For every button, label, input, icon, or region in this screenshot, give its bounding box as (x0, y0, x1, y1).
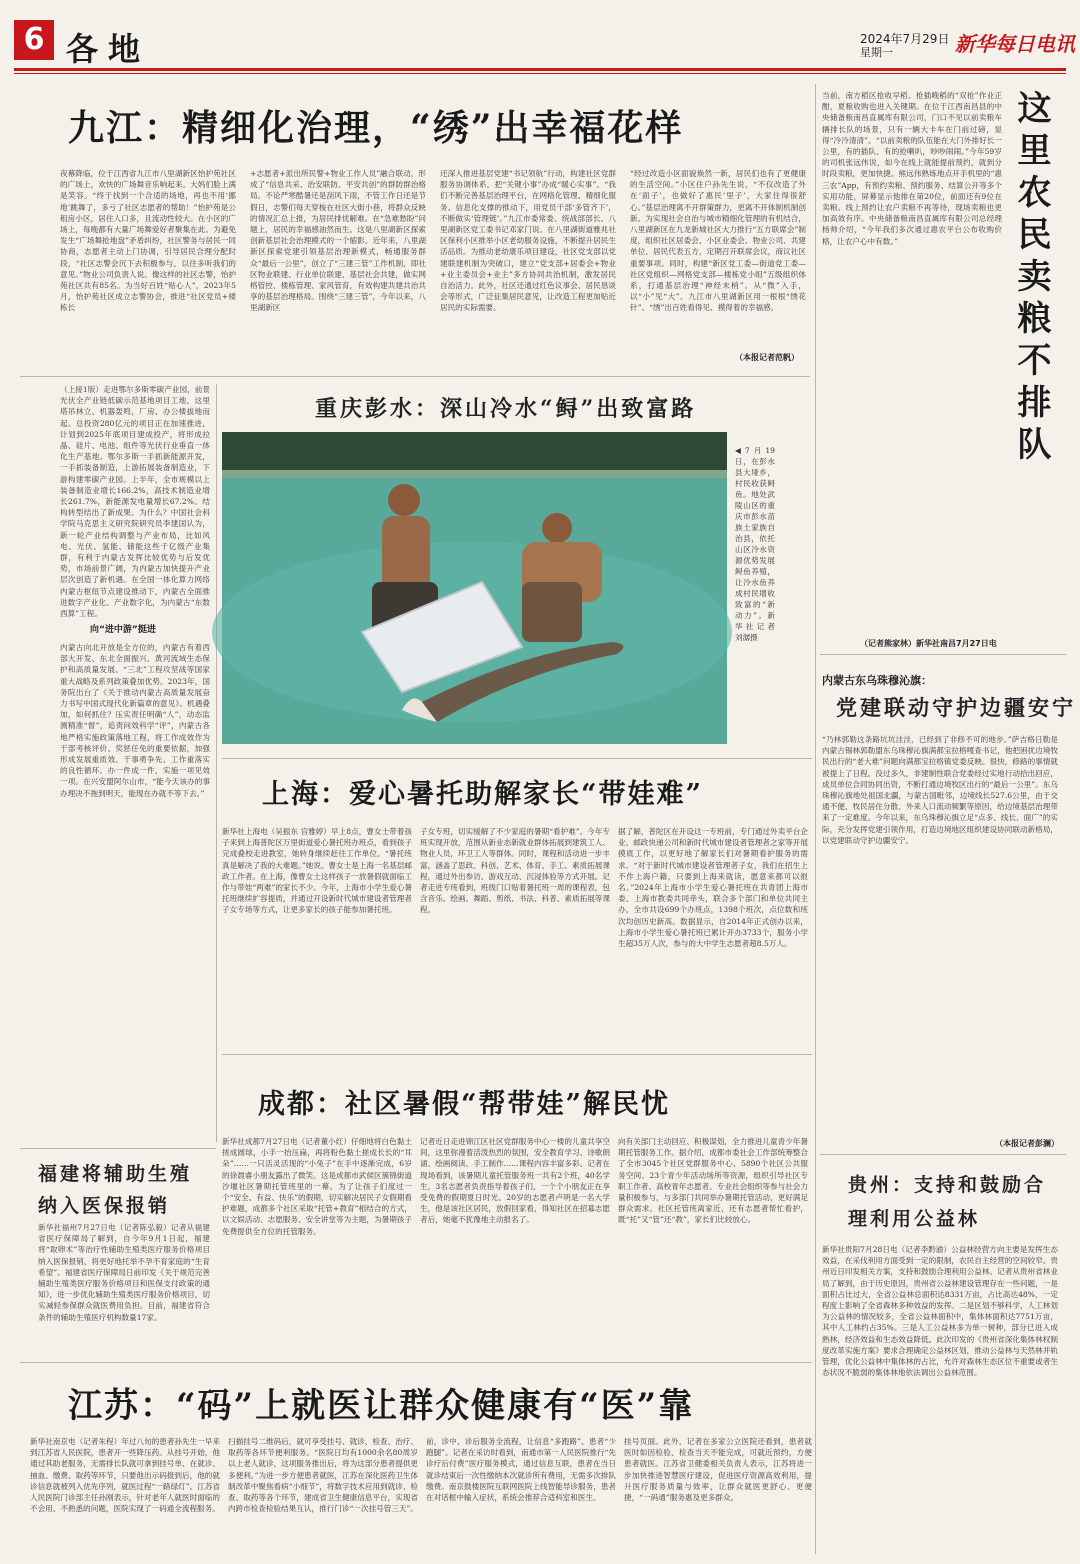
border-kicker: 内蒙古东乌珠穆沁旗： (822, 674, 932, 687)
issue-weekday: 星期一 (860, 46, 893, 59)
neimenggu-cont-col-2: 内蒙古向北开放是全方位的，内蒙古有着西部大开发、东北全面振兴、黄河流域生态保护和高质量发展、“三北”工程攻坚战等国家重大战略及系列政策叠加优势。2023年，国务院出台了《关于推动内蒙古高质量发展奋力书写中国式现代化新篇章的意见》。机遇叠加，如何抓住？压实责任明确“人”，动态监测精准“督”，追责问效科学“评”，内蒙古各地严格实施政策落地工程，将工作成效作为干部考核评价、奖惩任免的重要依据，加强形成发展重质效、干事勇争先、工作重落实的良性循环。办一件成一件，实施一项见效一项。在兴安盟阿尔山市，“能今天该办的事办理决不拖到明天，能现在办就不等下去。” (60, 643, 210, 798)
divider (216, 384, 217, 1142)
chongqing-headline: 重庆彭水：深山冷水“鲟”出致富路 (315, 396, 697, 422)
jiangsu-col-1: 新华社南京电（记者朱程）年过八旬的患者孙先生一早来到江苏省人民医院，患者开一些降压药。从挂号开始，他通过其助老服务，无需排长队就可拿到挂号单、在就诊、抽血、缴费、取药等环节，只要他出示码报到后，他的就诊信息就被列入优先序列，就医过程“一路绿灯”。江苏省人民医院门诊部主任孙刚表示，针对老年人就医时面临的不会用、不熟悉的问题，医院实现了一码通全流程服务。 (30, 1437, 221, 1514)
chengdu-headline: 成都：社区暑假“帮带娃”解民忧 (258, 1089, 671, 1120)
photo-caption: ◀7月19日，在彭水县大垭乡，村民收获鲟鱼。地处武陵山区的重庆市彭水苗族土家族自治县，依托山区冷水资源优势发展鲟鱼养殖，让冷水鱼养成村民增收致富的“新动力”。新华社记者 刘潺摄 (735, 446, 775, 642)
jiujiang-byline: （本报记者范帆） (735, 353, 799, 362)
divider (20, 1148, 216, 1149)
jiangsu-col-4: 挂号页面。此外，记者在多家公立医院还看到，患者就医时如因检验、检查当天不能完成，可就近预约，方便患者就医。江苏省卫健委相关负责人表示，江苏将进一步加快推进智慧医疗建设，促进医疗资源高效利用，提升医疗服务质量与效率，让群众就医更舒心、更便捷，“一码通”服务惠及更多群众。 (624, 1437, 812, 1503)
border-headline: 党建联动守护边疆安宁 (836, 695, 1076, 720)
issue-date: 2024年7月29日 (860, 32, 950, 46)
masthead-rule-thin (14, 73, 1066, 74)
jiangsu-col-3: 前，诊中、诊后服务全流程，让信息“多跑路”、患者“少跑腿”。记者在采访时看到，南通市第一人民医院推行“先诊疗后付费”医疗服务模式，通过信息互联，患者在当日就诊结束后一次性缴纳本次就诊所有费用，无需多次排队缴费。南京鼓楼医院互联网医院上线智能导诊服务，患者在对话框中输入症状，系统会推荐合适科室和医生。 (426, 1437, 617, 1503)
divider (815, 84, 816, 1554)
neimenggu-subhead: 向“进中游”挺进 (90, 625, 156, 635)
guizhou-headline: 贵州：支持和鼓励合理利用公益林 (848, 1174, 1047, 1230)
neimenggu-cont-col-1: （上接1版）走进鄂尔多斯零碳产业园，前景光伏全产业链低碳示范基地项目工地，这里塔吊林立、机器轰鸣，厂房、办公楼拔地而起。总投资280亿元的项目正在加速推进，计划到2025年底项目建成投产，将形成拉晶、硅片、电池、组件等光伏行业垂直一体化生产基地。鄂尔多斯一手抓新能源开发，一手抓装备制造，上游拓展装备制造业，下游构建零碳产业园。上半年，全市规模以上装备制造业增长166.2%，高技术制造业增长261.7%，新能源发电量增长67.2%。结构转型结出了新成果。为什么？中国社会科学院马克思主义研究院研究员李建国认为，新一轮产业结构调整与产业布局，比如风电、光伏、氢能、储能这些千亿级产业集群，有利于内蒙古发挥比较优势与后发优势，市场前景广阔，为内蒙古加快提升产业层次创造了新机遇。在全国一体化算力网络内蒙古枢纽节点建设推动下，内蒙古全面推进数字产业化、产业数字化，为内蒙古“东数西算”工程。 (60, 385, 210, 619)
jiujiang-col-1: 夜幕降临，位于江西省九江市八里湖新区怡护苑社区的广场上，欢快的广场舞音乐响起来。大妈们脸上满是笑容。“终于找到一个合适的场地，再也不用‘挪地’跳舞了，多亏了社区志愿者的帮助！”怡护苑是公租房小区，居住人口多，且流动性较大。在小区的广场上，每晚都有大量广场舞爱好者聚集在此。为避免发生“广场舞抢地盘”矛盾纠纷，社区警务与居民一同协商，志愿者主动上门协调，引导居民合理分配时段，“社区志警会沉下去积极参与，以往多听我们的意见。”物业公司负责人说。像这样的社区志警，怡护苑社区共有85名。为当好百姓“贴心人”，2023年5月，怡护苑社区成立志警协会，推进“社区党员+楼栋长 (60, 169, 236, 313)
jiujiang-headline: 九江：精细化治理，“绣”出幸福花样 (68, 107, 684, 149)
divider (222, 1054, 812, 1055)
chengdu-col-1: 新华社成都7月27日电（记者董小红）仔细地将白色黏土搓成圆球，小手一抬压扁，再将粉色黏土搓成长长的“耳朵”……一只活灵活现的“小兔子”在手中逐渐完成，6岁的徐晨睿小朋友露出了微笑。这是成都市武侯区簇锦街道沙堰社区暑期托管班里的一幕。为了让孩子们度过一个“安全、有益、快乐”的假期，切实解决居民子女假期看护难题，成都多个社区采取“托管+教育”相结合的方式，以文娱活动、志愿服务、安全讲堂等为主题，为暑期孩子免费提供全方位的托管服务。 (222, 1137, 413, 1236)
jiangsu-headline: 江苏：“码”上就医让群众健康有“医”靠 (68, 1386, 695, 1426)
shanghai-col-1: 新华社上海电（吴振东 宫雅婷）早上8点，曹女士带着孩子来到上海普陀区万里街道爱心暑托班办班点，看到孩子完成叠校走进教室，她转身继续赶往工作单位。“暑托班真是解决了我的大难题。”她说。曹女士是上海一名基层邮政工作者。在上海，像曹女士这样孩子一放暑假就面临工作与带娃“两难”的家长不少。今年，上海市小学生爱心暑托班继续扩容提质，并通过开设新时代城市建设者管理者子女专场等方式，让更多家长的孩子能参加暑托班。 (222, 827, 413, 915)
jiangsu-col-2: 扫描挂号二维码后，就可享受挂号、就诊、检查、治疗、取药等各环节便利服务。“医院日均有1000余名80周岁以上老人就诊，这项服务推出后，将为这部分患者提供更多便利。”为进一步方便患者就医，江苏在深化医药卫生体制改革中聚焦看病“小细节”，将数字技术应用到就诊、检查、取药等各个环节，建成省卫生健康信息平台，实现省内跨市检查检验结果互认，推行门诊“一次挂号管三天”。 (228, 1437, 419, 1514)
divider (20, 376, 810, 377)
chengdu-col-3: 向有关部门主动回应、积极谋划，全力推进儿童青少年暑期托管服务工作。据介绍，成都市委社会工作部统筹整合了全市3045个社区党群服务中心、5890个社区公共服务空间、23个青少年活动场所等资源，组织引导社区专职工作者、高校青年志愿者、专业社会组织等参与社会力量积极参与，与多部门共同举办暑期托管活动，更好满足群众需求。社区托管班离家近，还有志愿者帮忙看护，既“托”又“管”还“教”，家长们比较放心。 (618, 1137, 808, 1225)
grain-body: 当前，南方稻区抢收早稻、抢插晚稻的“双抢”作业正酣，夏粮收购也进入关键期。在位于江西南昌县的中央储备粮南昌直属库有限公司，门口不见以前卖粮车辆排长队的场景，只有一辆大卡车在门前过磅，显得“冷冷清清”。“以前卖粮的队伍能在大门外排好长一公里，有的插队、有的抢喇叭，吵吵闹闹。”今年59岁的司机张远伟说，如今在线上就能提前预约，就到分时段卖粮，更加快捷。熊远伟熟练地点开手机里的“惠三农”App，有预约卖粮、预约服务、结算公开等多个实用功能，屏幕显示他排在第20位，前面还有9位在卖粮。线上预约让农户卖粮不再等待，现场卖粮也更加高效有序。中央储备粮南昌直属库有限公司总经理杨帅介绍，“今年我们多次通过惠农平台公布收购价格，让农户心中有数。” (822, 91, 1002, 246)
border-byline: （本报记者彭澜） (995, 1139, 1059, 1148)
divider (820, 1154, 1066, 1155)
sturgeon-photo (222, 432, 727, 744)
chengdu-col-2: 记者近日走进锦江区社区党群服务中心一楼的儿童共享空间，这里弥漫着活泼热烈的氛围，安全教育学习、诗歌朗诵、绘画阅读、手工制作……课程内容丰富多彩。记者在现场看到，该暑期儿童托管服务班一共有2个班，40名学生，3名志愿者负责指导着孩子们，一个个小朋友正在享受免费的假期夏日时光。20岁的志愿者卢明是一名大学生，他是该社区居民，放假回家看，得知社区在招募志愿者后，她毫不犹豫地主动报名了。 (420, 1137, 610, 1225)
masthead-rule (14, 68, 1066, 71)
grain-vertical-headline: 这里农民卖粮不排队 (1011, 90, 1051, 468)
page-number: 6 (14, 20, 54, 60)
shanghai-col-3: 据了解，普陀区在开设这一专班前，专门通过外卖平台企业、邮政快递公司和新时代城市建设者管理者之家等开展摸底工作，以更好地了解家长们对暑期看护服务的需求。“对于新时代城市建设者管理者子女，我们在招生上不作上海户籍，只要到上海来就读，愿意来都可以报名。”2024年上海市小学生爱心暑托班在共青团上海市委、上海市教委共同牵头，联合多个部门和单位共同主办，全市共设699个办班点，1398个班次，点位数和班次均创历史新高。数据显示，自2014年正式创办以来，上海市小学生爱心暑托班已累计开办3733个，服务小学生超35万人次，参与的大中学生志愿者超8.5万人。 (618, 827, 808, 949)
divider (20, 1362, 812, 1363)
divider (820, 654, 1066, 655)
jiujiang-col-2: +志愿者+派出所民警+物业工作人员”融合联动，形成了“信息共采、治安联防、平安共创”的群防群治格局。不论严寒酷暑还是刮风下雨，不管工作日还是节假日，志警们每天穿梭在社区大街小巷，将群众反映的情况汇总上报，为居民排忧解难。在“急难愁盼”问题上，居民的幸福感油然而生。这是八里湖新区探索创新基层社会治理模式的一个缩影。近年来，八里湖新区探索党建引领基层治理新模式，畅通服务群众“最后一公里”，创立了“三建三管”工作机制，即社区物业联建、行业单位联建、基层社会共建，做实网格管控、楼栋管理、家风管育，有效构建共建共治共享的基层治理格局。围绕“三建三管”，今年以来，八里湖新区 (250, 169, 426, 313)
section-title: 各地 (66, 30, 151, 68)
fujian-headline: 福建将辅助生殖纳入医保报销 (38, 1163, 193, 1217)
fujian-body: 新华社福州7月27日电（记者陈弘毅）记者从福建省医疗保障局了解到，自今年9月1日起，福建将“取卵术”等治疗性辅助生殖类医疗服务价格项目纳入医保报销，将更好地托举不孕不育家庭的“生育希望”。福建省医疗保障局日前印发《关于规范完善辅助生殖类医疗服务价格项目和医保支付政策的通知》，进一步优化辅助生殖类医疗服务价格项目，切实减轻参保群众就医费用负担。目前，福建省符合条件的辅助生殖医疗机构数量17家。 (38, 1223, 210, 1322)
guizhou-body: 新华社贵阳7月28日电（记者李黔渝）公益林经营方向主要是发挥生态效益，在采伐利用方面受到一定的限制，农民自主经营的空间较窄。贵州近日印发相关方案，支持和鼓励合理利用公益林。记者从贵州省林业局了解到，由于历史原因，贵州省公益林建设管理存在一些问题，一是面积占比过大，全省公益林总面积达8331万亩，占比高达48%，一定程度上影响了全省森林多种效益的发挥。二是区划不够科学，人工林划为公益林的情况较多，全省公益林面积中，集体林面积达7751万亩，其中人工林约占35%。三是人工公益林多为单一树种，部分已进入成熟林，经济效益和生态效益降低。此次印发的《贵州省深化集体林权制度改革实施方案》要求合理确定公益林区划，推动公益林与天然林并轨管理，优化公益林中集体林的占比，允许对森林生态区位不重要或者生态状况不脆弱的集体林地依法调出公益林范围。 (822, 1245, 1058, 1378)
grain-byline: （记者熊家林）新华社南昌7月27日电 (860, 639, 997, 648)
shanghai-headline: 上海：爱心暑托助解家长“带娃难” (262, 779, 704, 810)
jiujiang-col-3: 还深入推进基层党建“书记领航”行动，构建社区党群服务协调体系，把“关键小事”办成“暖心实事”。“我们不断完善基层治理平台，在网格化管理、精细化服务、信息化支撑的推动下，用党员干部‘多管齐下’，不断做实‘管理链’。”九江市委常委、统战部部长、八里湖新区党工委书记邓家门说。在八里湖街道雅兆社区保利小区推举小区老幼服务设施，不断提升居民生活品质。为推动老幼康乐项目建设，社区党支部以党建联建机制为突破口，建立“党支部+居委会+物业+业主委员会+业主”多方协同共治机制，激发居民自治活力。此外，社区还通过红色议事会、居民恳谈会等形式，广泛征集居民意见，让改造工程更加贴近居民的实际需要。 (440, 169, 616, 313)
shanghai-col-2: 子女专班，切实缓解了不少家庭的暑期“看护难”。今年专班实现开放，范围从新业态新就业群体拓展到建筑工人、物业人员，环卫工人等群体。同时，课程和活动进一步丰富，涵盖了思政、科创、艺术、体育、手工、素质拓展课程，通过外出参访、游戏互动、沉浸体验等方式开展。记者走进专班看到，班级门口贴着暑托班一周的课程表，包含音乐、绘画、舞蹈、剪纸、书法、科普、素质拓展等课程。 (420, 827, 611, 915)
border-body: “乃林郭勒这条路坑坑洼洼，已经到了非修不可的地步。”萨吉格日勒是内蒙古锡林郭勒盟东乌珠穆沁旗满都宝拉格嘎查书记，他把困扰边境牧民出行的“老大难”问题向满都宝拉格镇党委反映。很快，修路的事情就被提上了日程。没过多久，非建制性联合党委经过实地行动拾出回应，成员单位合同协同出资，不断打通边境牧区出行的“最后一公里”。东乌珠穆沁旗地处祖国北疆，与蒙古国毗邻，边境线长527.6公里，由于交通不便、牧民居住分散、外来人口流动频繁等原因，给边境基层治理带来了一定难度。今年以来，东乌珠穆沁旗立足“点多、线长、面广”的实际，充分发挥党建引领作用，打造边境地区组织建设协同联动新格局，以党建联动守护边疆安宁。 (822, 735, 1058, 845)
jiujiang-col-4: “经过改造小区面貌焕然一新，居民们也有了更健康的生活空间。”小区住户孙先生说，“不仅改造了外在‘面子’，也做好了惠民‘里子’，大家住得很舒心。”基层治理离不开群策群力，更离不开体制机制创新。为实现社会自治与城市精细化管理的有机结合，八里湖新区在九龙新城社区大力推行“五方联席会”制度，组织社区居委会、小区业委会、物业公司、共建单位、居民代表五方，定期召开联席会议，商议社区重要事项。同时，构建“新区党工委—街道党工委—社区党组织—网格党支部—楼栋党小组”五级组织体系，打通基层治理“神经末梢”。从“微”入手，以“小”见“大”。九江市八里湖新区用一根根“绣花针”、“绣”出百姓看得见、摸得着的幸福感。 (630, 169, 806, 313)
divider (222, 758, 812, 759)
newspaper-logo: 新华每日电讯 (955, 32, 1075, 56)
